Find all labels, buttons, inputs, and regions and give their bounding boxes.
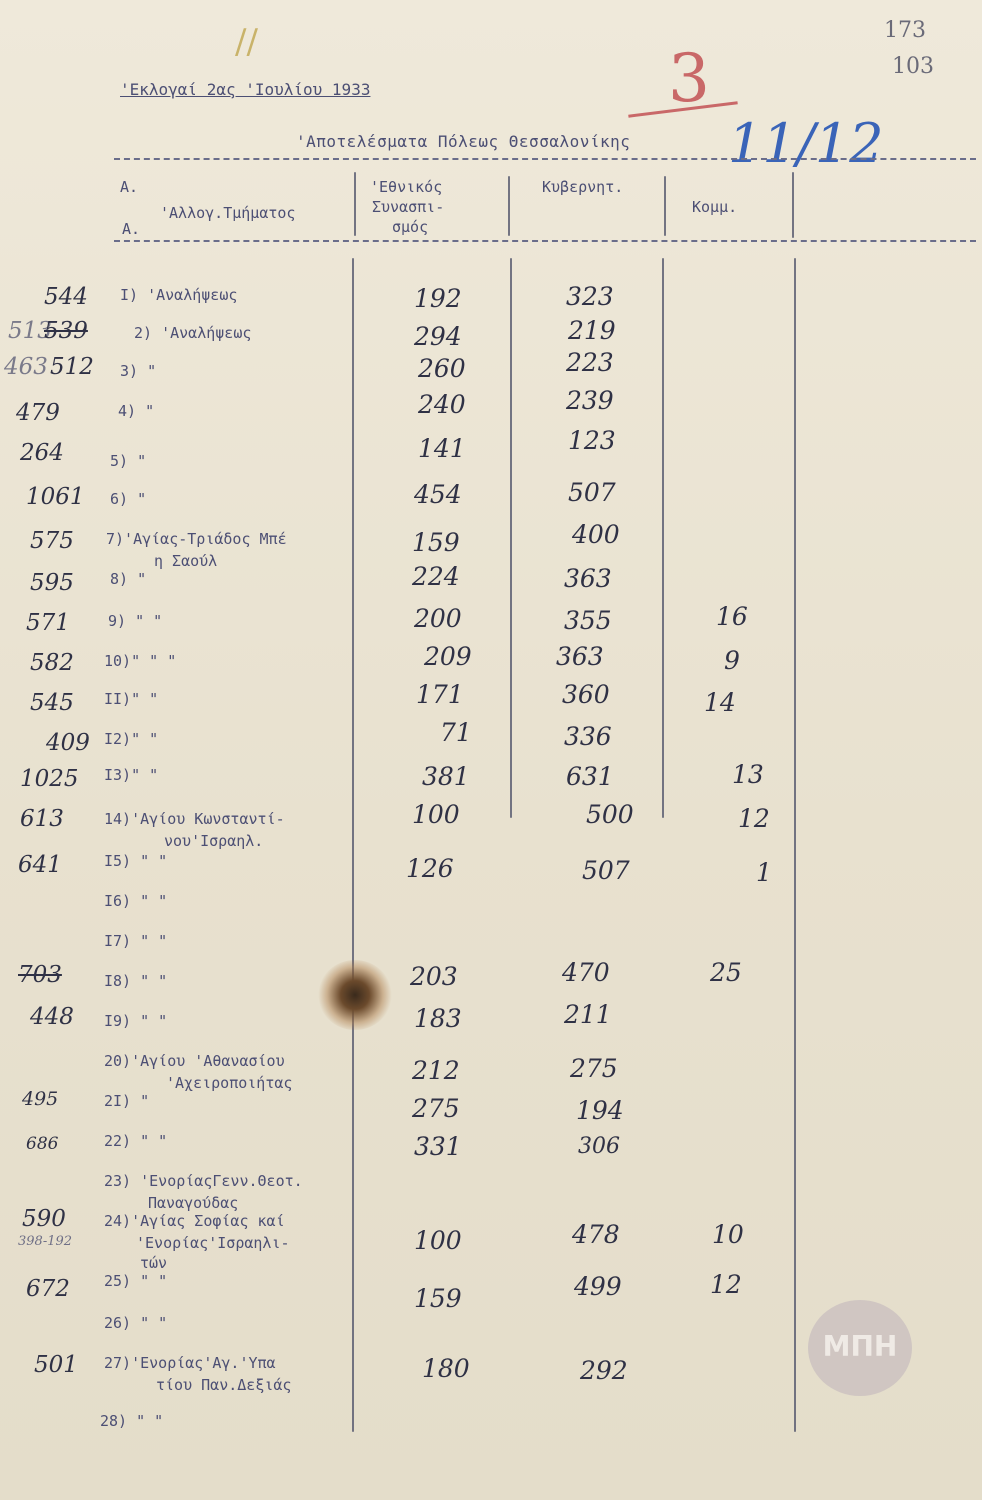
col-section-header: 'Αλλογ.Τμήματος: [160, 204, 296, 222]
row-label: I6) " ": [104, 892, 168, 910]
komm-value: 12: [710, 1270, 742, 1299]
ethnikos-value: 100: [414, 1226, 462, 1255]
margin-total: 686: [26, 1134, 59, 1154]
kyvern-value: 363: [564, 564, 612, 593]
row-label: 28) " ": [100, 1412, 164, 1430]
ethnikos-value: 159: [414, 1284, 462, 1313]
archive-seal: [808, 1300, 912, 1396]
row-label-continued: τίου Παν.Δεξιάς: [156, 1376, 292, 1394]
corner-number-top: 173: [884, 18, 926, 43]
komm-value: 12: [738, 804, 770, 833]
kyvern-value: 323: [566, 282, 614, 311]
row-label: I7) " ": [104, 932, 168, 950]
kyvern-value: 194: [576, 1096, 624, 1125]
header-divider-2: [508, 176, 510, 236]
kyvern-value: 336: [564, 722, 612, 751]
row-label: 10)" " ": [104, 652, 177, 670]
blue-pencil-mark: 11/12: [728, 112, 884, 175]
row-label: 7)'Αγίας-Τριάδος Μπέ: [106, 530, 287, 548]
row-label: I) 'Αναλήψεως: [120, 286, 238, 304]
kyvern-value: 219: [568, 316, 616, 345]
kyvern-value: 123: [568, 426, 616, 455]
red-pencil-number: 3: [668, 40, 710, 117]
row-label: I9) " ": [104, 1012, 168, 1030]
pencil-mark: //: [235, 22, 258, 62]
ethnikos-value: 200: [414, 604, 462, 633]
margin-total: 1025: [20, 766, 79, 792]
margin-total: 613: [20, 806, 64, 832]
row-label-continued: η Σαούλ: [154, 552, 218, 570]
ethnikos-value: 71: [440, 718, 472, 747]
row-label: 22) " ": [104, 1132, 168, 1150]
margin-total: 495: [22, 1088, 59, 1110]
ethnikos-value: 275: [412, 1094, 460, 1123]
header-divider-4: [792, 172, 794, 238]
row-label: I3)" ": [104, 766, 159, 784]
ethnikos-value: 183: [414, 1004, 462, 1033]
margin-total: 571: [26, 610, 70, 636]
kyvern-value: 400: [572, 520, 620, 549]
margin-total: 582: [30, 650, 74, 676]
kyvern-value: 239: [566, 386, 614, 415]
row-label: I2)" ": [104, 730, 159, 748]
kyvern-value: 363: [556, 642, 604, 671]
col-aa-1: Α.: [120, 178, 139, 196]
ethnikos-value: 331: [414, 1132, 462, 1161]
ethnikos-value: 126: [406, 854, 454, 883]
row-label: I8) " ": [104, 972, 168, 990]
row-label: 27)'Ενορίας'Αγ.'Υπα: [104, 1354, 276, 1372]
row-label-continued: 'Ενορίας'Ισραηλι-: [136, 1234, 290, 1252]
ethnikos-value: 381: [422, 762, 470, 791]
margin-total: 545: [30, 690, 74, 716]
col-ethnikos-2: Συνασπι-: [372, 198, 445, 216]
margin-total: 544: [44, 284, 88, 310]
kyvern-value: 355: [564, 606, 612, 635]
kyvern-value: 223: [566, 348, 614, 377]
komm-value: 9: [724, 646, 740, 675]
row-label: 4) ": [118, 402, 155, 420]
komm-value: 1: [756, 858, 772, 887]
ethnikos-value: 260: [418, 354, 466, 383]
ethnikos-value: 192: [414, 284, 462, 313]
row-label-continued: 'Αχειροποιήτας: [166, 1074, 293, 1092]
kyvern-value: 275: [570, 1054, 618, 1083]
row-label: 14)'Αγίου Κωνσταντί-: [104, 810, 285, 828]
document-title: 'Εκλογαί 2ας 'Ιουλίου 1933: [120, 80, 371, 99]
document-subtitle: 'Αποτελέσματα Πόλεως Θεσσαλονίκης: [296, 132, 631, 151]
row-label: II)" ": [104, 690, 159, 708]
margin-total: 501: [34, 1352, 78, 1378]
col-aa-2: Α.: [122, 220, 141, 238]
margin-total: 512: [50, 354, 94, 380]
ethnikos-value: 100: [412, 800, 460, 829]
komm-value: 25: [710, 958, 742, 987]
row-label: I5) " ": [104, 852, 168, 870]
column-divider-3: [662, 258, 664, 818]
header-divider-1: [354, 172, 356, 236]
ethnikos-value: 141: [418, 434, 466, 463]
ethnikos-value: 240: [418, 390, 466, 419]
ink-stain: [318, 960, 392, 1030]
row-label-continued-2: τών: [140, 1254, 168, 1272]
ethnikos-value: 159: [412, 528, 460, 557]
kyvern-value: 507: [568, 478, 616, 507]
row-label: 5) ": [110, 452, 147, 470]
row-label: 2I) ": [104, 1092, 150, 1110]
margin-note: 398-192: [18, 1234, 73, 1249]
row-label: 24)'Αγίας Σοφίας καί: [104, 1212, 285, 1230]
col-kyvern-header: Κυβερνητ.: [542, 178, 624, 196]
komm-value: 16: [716, 602, 748, 631]
komm-value: 13: [732, 760, 764, 789]
margin-total: 641: [18, 852, 62, 878]
kyvern-value: 360: [562, 680, 610, 709]
header-divider-3: [664, 176, 666, 236]
kyvern-value: 211: [564, 1000, 612, 1029]
header-top-rule: [114, 158, 976, 160]
kyvern-value: 631: [566, 762, 614, 791]
margin-total: 479: [16, 400, 60, 426]
margin-total: 539: [44, 318, 88, 344]
margin-total: 672: [26, 1276, 70, 1302]
column-divider-2: [510, 258, 512, 818]
ethnikos-value: 454: [414, 480, 462, 509]
row-label-continued: Παναγούδας: [148, 1194, 239, 1212]
kyvern-value: 507: [582, 856, 630, 885]
kyvern-value: 478: [572, 1220, 620, 1249]
ethnikos-value: 180: [422, 1354, 470, 1383]
margin-total: 595: [30, 570, 74, 596]
row-label: 2) 'Αναλήψεως: [134, 324, 252, 342]
row-label: 9) " ": [108, 612, 163, 630]
archive-seal-text: ΜΠΗ: [822, 1330, 898, 1363]
margin-total-struck: 463: [4, 354, 48, 380]
ethnikos-value: 171: [416, 680, 464, 709]
row-label: 20)'Αγίου 'Αθανασίου: [104, 1052, 285, 1070]
col-ethnikos-1: 'Εθνικός: [370, 178, 443, 196]
margin-total: 409: [46, 730, 90, 756]
col-komm-header: Κομμ.: [692, 198, 738, 216]
row-label: 25) " ": [104, 1272, 168, 1290]
kyvern-value: 470: [562, 958, 610, 987]
header-bottom-rule: [114, 240, 976, 242]
margin-total: 575: [30, 528, 74, 554]
kyvern-value: 292: [580, 1356, 628, 1385]
margin-total: 448: [30, 1004, 74, 1030]
margin-total: 590: [22, 1206, 66, 1232]
row-label-continued: νου'Ισραηλ.: [164, 832, 264, 850]
ethnikos-value: 212: [412, 1056, 460, 1085]
row-label: 23) 'ΕνορίαςΓενν.Θεοτ.: [104, 1172, 303, 1190]
row-label: 26) " ": [104, 1314, 168, 1332]
komm-value: 14: [704, 688, 736, 717]
margin-total-struck: 513: [8, 318, 52, 344]
ethnikos-value: 224: [412, 562, 460, 591]
ethnikos-value: 294: [414, 322, 462, 351]
komm-value: 10: [712, 1220, 744, 1249]
kyvern-value: 306: [578, 1134, 620, 1159]
kyvern-value: 499: [574, 1272, 622, 1301]
kyvern-value: 500: [586, 800, 634, 829]
margin-total: 1061: [26, 484, 85, 510]
ethnikos-value: 203: [410, 962, 458, 991]
row-label: 8) ": [110, 570, 147, 588]
row-label: 3) ": [120, 362, 157, 380]
margin-total: 264: [20, 440, 64, 466]
row-label: 6) ": [110, 490, 147, 508]
column-divider-1: [352, 258, 354, 1432]
col-ethnikos-3: σμός: [392, 218, 429, 236]
column-divider-4: [794, 258, 796, 1432]
corner-number-bottom: 103: [892, 54, 934, 79]
ethnikos-value: 209: [424, 642, 472, 671]
margin-total: 703: [18, 962, 62, 988]
